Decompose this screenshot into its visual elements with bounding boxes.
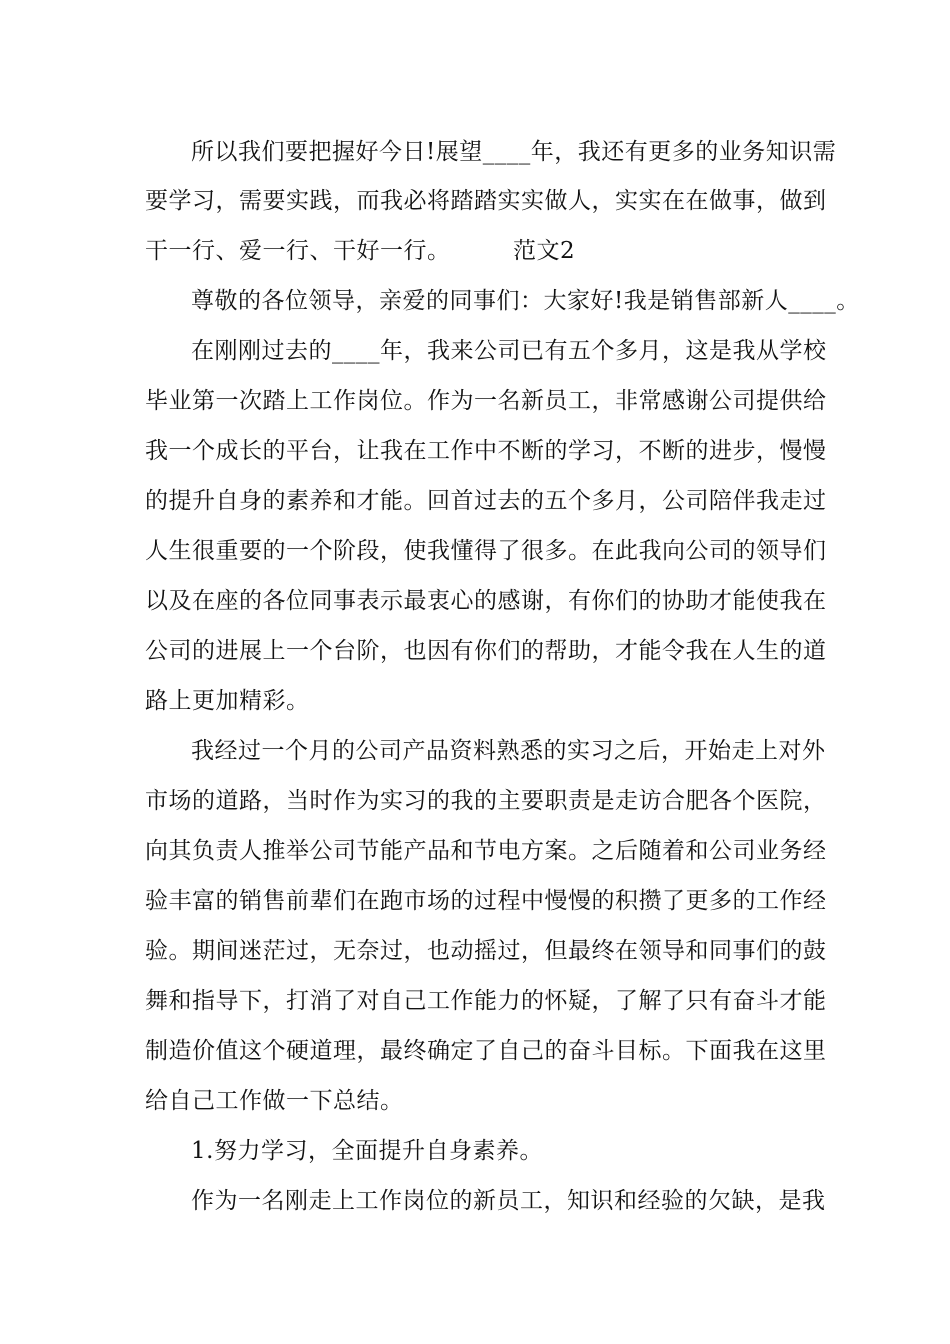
text-line: 要学习，需要实践，而我必将踏踏实实做人，实实在在做事，做到 (145, 188, 827, 214)
text-line: 以及在座的各位同事表示最衷心的感谢，有你们的协助才能使我在 (145, 588, 827, 614)
text-line: 给自己工作做一下总结。 (145, 1088, 404, 1114)
text-line: 我经过一个月的公司产品资料熟悉的实习之后，开始走上对外 (191, 738, 826, 764)
text-line: 路上更加精彩。 (145, 688, 310, 714)
text-line: 的提升自身的素养和才能。回首过去的五个多月，公司陪伴我走过 (145, 488, 827, 514)
text-line: 干一行、爱一行、干好一行。 范文2 (145, 238, 576, 264)
text-line: 公司的进展上一个台阶，也因有你们的帮助，才能令我在人生的道 (145, 638, 827, 664)
text-line: 毕业第一次踏上工作岗位。作为一名新员工，非常感谢公司提供给 (145, 388, 827, 414)
text-line: 我一个成长的平台，让我在工作中不断的学习，不断的进步，慢慢 (145, 438, 827, 464)
text-line: 舞和指导下，打消了对自己工作能力的怀疑，了解了只有奋斗才能 (145, 988, 827, 1014)
text-line: 验丰富的销售前辈们在跑市场的过程中慢慢的积攒了更多的工作经 (145, 888, 827, 914)
text-line: 验。期间迷茫过，无奈过，也动摇过，但最终在领导和同事们的鼓 (145, 938, 827, 964)
text-line: 尊敬的各位领导，亲爱的同事们：大家好!我是销售部新人____。 (191, 288, 860, 314)
text-line: 1.努力学习，全面提升自身素养。 (191, 1138, 543, 1164)
text-line: 作为一名刚走上工作岗位的新员工，知识和经验的欠缺，是我 (191, 1188, 826, 1214)
text-line: 制造价值这个硬道理，最终确定了自己的奋斗目标。下面我在这里 (145, 1038, 827, 1064)
text-line: 人生很重要的一个阶段，使我懂得了很多。在此我向公司的领导们 (145, 538, 827, 564)
text-line: 在刚刚过去的____年，我来公司已有五个多月，这是我从学校 (191, 338, 827, 364)
text-line: 所以我们要把握好今日!展望____年，我还有更多的业务知识需 (191, 139, 837, 165)
text-line: 市场的道路，当时作为实习的我的主要职责是走访合肥各个医院， (145, 788, 827, 814)
text-line: 向其负责人推举公司节能产品和节电方案。之后随着和公司业务经 (145, 838, 827, 864)
